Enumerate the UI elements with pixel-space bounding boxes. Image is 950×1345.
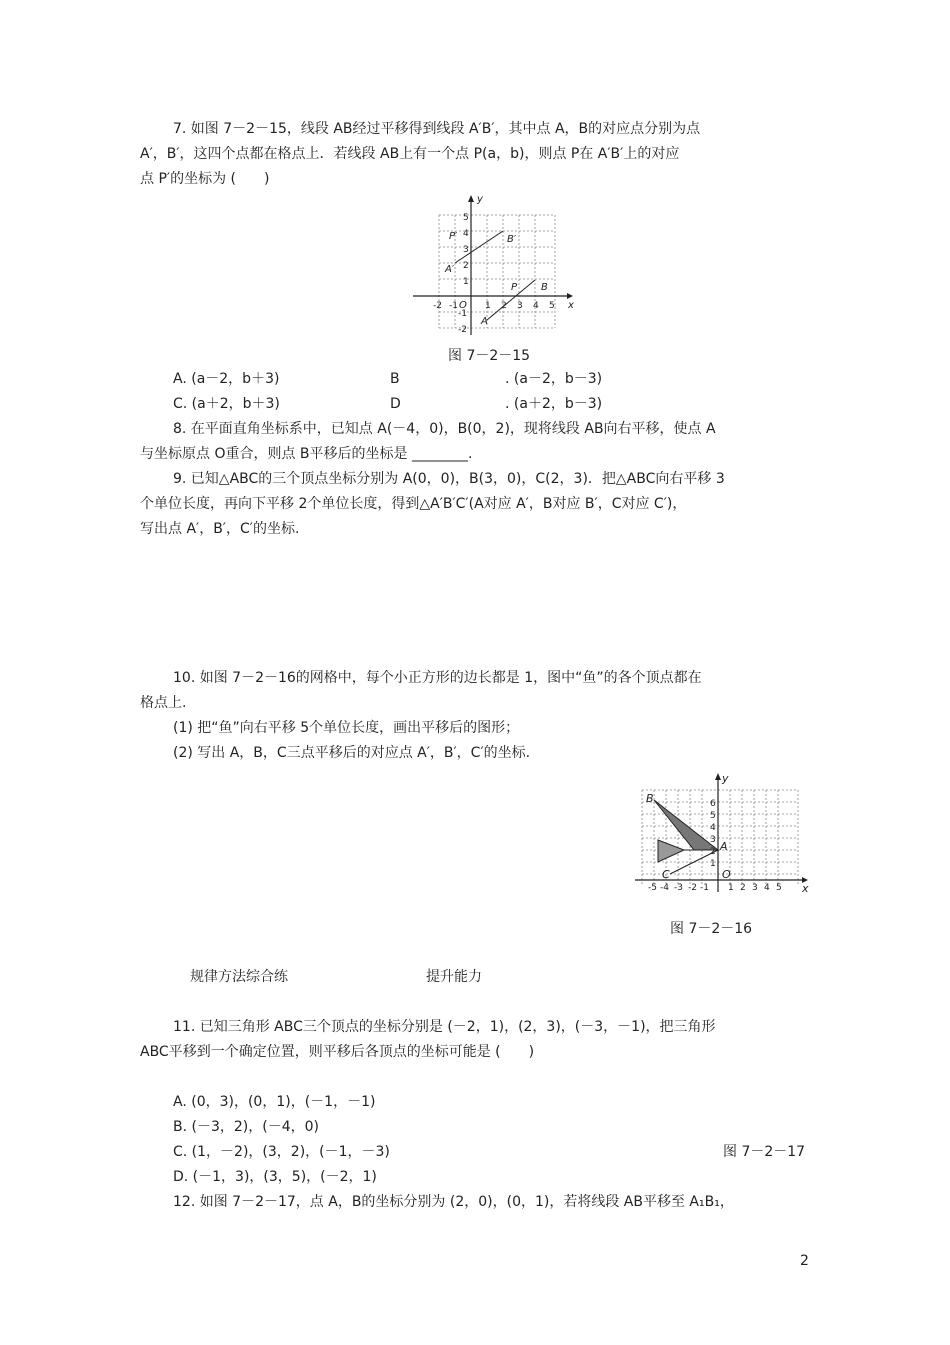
y-tick: 4 [710,823,716,833]
q7-option-d-letter: D [390,396,401,412]
x-tick: -4 [660,883,669,893]
x-tick: 4 [764,883,770,893]
point-b-label: B [646,792,654,805]
point-p-label: P [511,282,518,293]
figure-caption-7-2-16: 图 7－2－16 [670,921,753,937]
y-tick: 6 [710,799,716,809]
x-tick: 1 [485,301,491,311]
x-tick: 3 [752,883,758,893]
x-tick: -2 [688,883,697,893]
y-tick: 2 [463,261,469,271]
y-tick: 1 [710,859,716,869]
point-a-label: A [720,840,728,853]
origin-label: O [722,868,731,881]
y-tick: 3 [463,245,469,255]
y-tick: 1 [463,277,469,287]
q11-option-a: A. (0，3)，(0，1)，(－1，－1) [173,1094,376,1110]
y-tick: -2 [458,325,467,335]
q7-option-b-letter: B [390,371,400,387]
q7-line-1: 7. 如图 7－2－15，线段 AB经过平移得到线段 A′B′，其中点 A，B的对应点分别为点 [173,121,701,137]
q7-line-2: A′，B′，这四个点都在格点上．若线段 AB上有一个点 P(a，b)，则点 P在 A′B′上的对应 [140,146,680,162]
q9-line-2: 个单位长度，再向下平移 2个单位长度，得到△A′B′C′(A对应 A′，B对应 B′，C对应 C′)， [140,496,687,512]
origin-label: O [459,300,467,311]
q7-option-a: A. (a－2，b＋3) [173,371,280,387]
point-a-label: A [481,316,488,327]
x-axis-label: x [802,882,809,895]
section-title-right: 提升能力 [426,969,482,985]
q11-option-c: C. (1，－2)，(3，2)，(－1，－3) [173,1144,390,1160]
q8-line-2: 与坐标原点 O重合，则点 B平移后的坐标是 ________. [140,446,473,462]
q10-line-4: (2) 写出 A，B，C三点平移后的对应点 A′，B′，C′的坐标. [173,745,531,761]
y-tick: 2 [710,847,716,857]
q11-option-d: D. (－1，3)，(3，5)，(－2，1) [173,1169,377,1185]
point-b-prime-label: B′ [507,234,517,245]
figure-caption-7-2-15: 图 7－2－15 [448,348,531,364]
x-tick: -5 [648,883,657,893]
q10-line-2: 格点上. [140,695,187,711]
q12-line-1: 12. 如图 7－2－17，点 A，B的坐标分别为 (2，0)，(0，1)，若将线段 AB平移至 A₁B₁， [173,1194,734,1210]
q8-line-1: 8. 在平面直角坐标系中，已知点 A(－4，0)，B(0，2)，现将线段 AB向右平移，使点 A [173,421,716,437]
x-tick: -2 [433,301,442,311]
section-title-left: 规律方法综合练 [190,969,288,985]
x-tick: -1 [449,301,458,311]
y-tick: -1 [458,309,467,319]
point-c-label: C [662,868,670,881]
x-axis-label: x [568,300,574,311]
q10-line-1: 10. 如图 7－2－16的网格中，每个小正方形的边长都是 1，图中“鱼”的各个顶点都在 [173,670,702,686]
x-tick: 1 [728,883,734,893]
x-tick: -3 [674,883,683,893]
point-a-prime-label: A′ [445,264,455,275]
y-tick: 5 [463,213,469,223]
x-tick: 2 [740,883,746,893]
y-axis-label: y [722,772,729,785]
x-tick: 3 [517,301,523,311]
y-axis-label: y [477,194,483,205]
x-tick: -1 [700,883,709,893]
y-tick: 5 [710,811,716,821]
y-tick: 3 [710,835,716,845]
q9-line-1: 9. 已知△ABC的三个顶点坐标分别为 A(0，0)，B(3，0)，C(2，3)．把△ABC向右平移 3 [173,471,725,487]
y-tick: 4 [463,229,469,239]
q11-line-1: 11. 已知三角形 ABC三个顶点的坐标分别是 (－2，1)，(2，3)，(－3，－1)，把三角形 [173,1019,716,1035]
q9-line-3: 写出点 A′，B′，C′的坐标. [140,521,300,537]
x-tick: 5 [549,301,555,311]
x-tick: 5 [776,883,782,893]
q7-line-3: 点 P′的坐标为 ( ) [140,171,270,187]
x-tick: 2 [501,301,507,311]
point-p-prime-label: P′ [449,231,458,242]
page-number: 2 [800,1253,809,1269]
q10-line-3: (1) 把“鱼”向右平移 5个单位长度，画出平移后的图形； [173,720,520,736]
fish-tail [658,840,684,862]
point-b-label: B [541,282,548,293]
q7-option-c: C. (a＋2，b＋3) [173,396,280,412]
figure-caption-7-2-17: 图 7－2－17 [723,1144,806,1160]
figure-7-2-15 [405,190,580,340]
figure-7-2-16 [630,770,815,900]
x-tick: 4 [533,301,539,311]
q7-option-b-value: . (a－2，b－3) [505,371,603,387]
q7-option-d-value: . (a＋2，b－3) [505,396,603,412]
q11-line-2: ABC平移到一个确定位置，则平移后各顶点的坐标可能是 ( ) [140,1044,535,1060]
q11-option-b: B. (－3，2)，(－4，0) [173,1119,319,1135]
